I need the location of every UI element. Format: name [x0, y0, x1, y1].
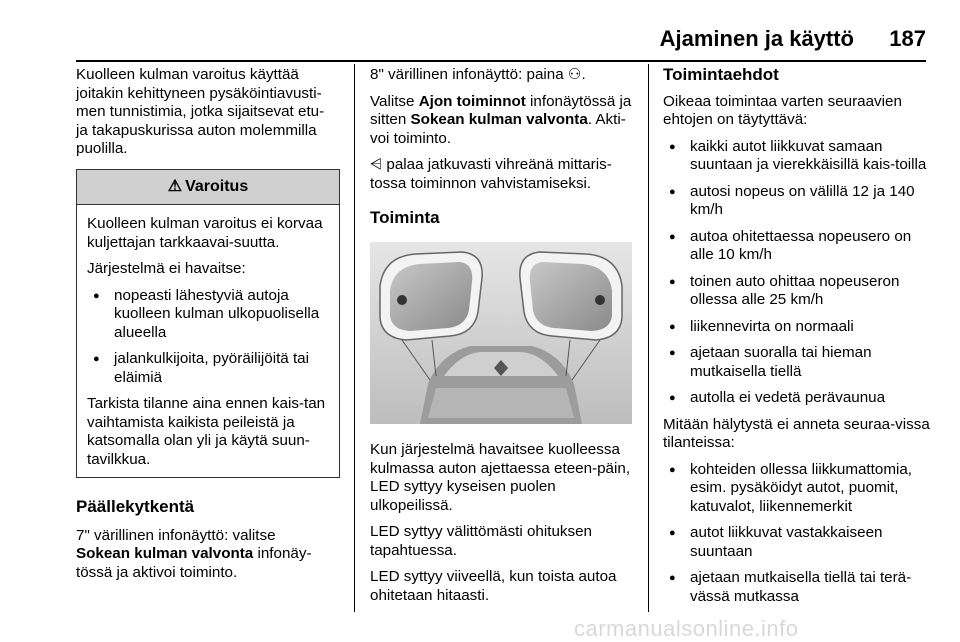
list-item: ● kohteiden ollessa liikkumattomia, esim. pysäköidyt autot, puomit, katuvalot, liikennemerkit — [663, 461, 931, 517]
page-number: 187 — [889, 26, 926, 51]
warning-body — [77, 205, 339, 477]
column-1 — [76, 66, 340, 590]
warning-paragraph-2: Järjestelmä ei havaitse: — [87, 260, 246, 277]
mirror-illustration — [370, 242, 632, 424]
conditions-list — [663, 138, 931, 408]
no-alert-list — [663, 461, 931, 607]
list-item: ● ajetaan suoralla tai hieman mutkaisella tiellä — [663, 344, 931, 381]
menu-name-driving-functions: Ajon toiminnot — [418, 92, 526, 110]
section-heading-operation: Toiminta — [370, 208, 440, 227]
activation-text-a: 7" värillinen infonäyttö: valitse — [76, 526, 276, 544]
operation-paragraph-2: LED syttyy välittömästi ohituksen tapahtuessa. — [370, 523, 592, 559]
warning-triangle-icon: ⚠ — [167, 177, 183, 195]
list-item: ● toinen auto ohittaa nopeuseron ollessa alle 25 km/h — [663, 273, 931, 310]
warning-paragraph-3: Tarkista tilanne aina ennen kais-tan vaihtamista kaikista peileistä ja katsomalla olan yli ja käytä suun-tavilkkua. — [87, 395, 326, 468]
list-item: ● ajetaan mutkaisella tiellä tai terä-vässä mutkassa — [663, 569, 931, 606]
section-heading-activation: Päällekytkentä — [76, 497, 195, 516]
warning-title: Varoitus — [185, 177, 249, 195]
select-text-c: infonäytössä ja sitten — [370, 92, 632, 128]
warning-header — [77, 170, 339, 206]
list-item: ● autosi nopeus on välillä 12 ja 140 km/h — [663, 183, 931, 220]
list-item: ● nopeasti lähestyviä autoja kuolleen kulman ulkopuolisella alueella — [87, 287, 329, 343]
watermark: carmanualsonline.info — [574, 616, 799, 641]
operation-paragraph-1: Kun järjestelmä havaitsee kuolleessa kulmassa auton ajettaessa eteen-päin, LED syttyy kyseisen puolen ulkopeilissä. — [370, 441, 631, 514]
list-item: ● autolla ei vedetä perävaunua — [663, 389, 931, 408]
intro-paragraph: Kuolleen kulman varoitus käyttää joitakin kehittyneen pysäköintiavusti-men tunnistimia, jotka sijaitsevat etu- ja takapuskurissa auton molemmilla puolilla. — [76, 66, 325, 157]
warning-box — [76, 169, 340, 479]
indicator-paragraph — [370, 156, 638, 193]
operation-paragraph-3: LED syttyy viiveellä, kun toista autoa ohitetaan hitaasti. — [370, 568, 617, 604]
no-alert-intro: Mitään hälytystä ei anneta seuraa-vissa tilanteissa: — [663, 415, 930, 451]
list-item: ● kaikki autot liikkuvat samaan suuntaan ja vierekkäisillä kais-toilla — [663, 138, 931, 175]
column-divider-2 — [648, 64, 649, 612]
menu-name-blind-spot: Sokean kulman valvonta — [410, 111, 588, 128]
list-item: ● autot liikkuvat vastakkaiseen suuntaan — [663, 524, 931, 561]
section-heading-conditions: Toimintaehdot — [663, 65, 779, 84]
warning-paragraph-1: Kuolleen kulman varoitus ei korvaa kuljettajan tarkkaavai-suutta. — [87, 215, 323, 251]
list-item: ● jalankulkijoita, pyöräilijöitä tai eläimiä — [87, 350, 329, 387]
conditions-intro: Oikeaa toimintaa varten seuraavien ehtojen on täytyttävä: — [663, 92, 902, 128]
activation-text-b: infonäy-tössä ja aktivoi toiminto. — [76, 545, 312, 581]
indicator-text: palaa jatkuvasti vihreänä mittaris-tossa toiminnon vahvistamiseksi. — [370, 156, 612, 192]
select-text-d: . Akti-voi toiminto. — [370, 111, 626, 147]
column-2 — [370, 66, 638, 613]
activation-menu-name: Sokean kulman valvonta — [76, 545, 254, 562]
list-item: ● autoa ohitettaessa nopeusero on alle 10 km/h — [663, 228, 931, 265]
column-divider-1 — [354, 64, 355, 612]
select-text-a: Valitse — [370, 92, 419, 110]
activation-paragraph — [76, 527, 340, 583]
page-header — [76, 20, 926, 62]
select-paragraph — [370, 93, 638, 149]
list-item: ● liikennevirta on normaali — [663, 318, 931, 337]
column-3 — [663, 66, 931, 614]
blind-spot-indicator-icon: ⩤ — [370, 156, 383, 173]
warning-list — [87, 287, 329, 388]
infodisplay-paragraph: 8" värillinen infonäyttö: paina ⚇. — [370, 66, 586, 83]
page-header-title: Ajaminen ja käyttö — [659, 26, 854, 51]
